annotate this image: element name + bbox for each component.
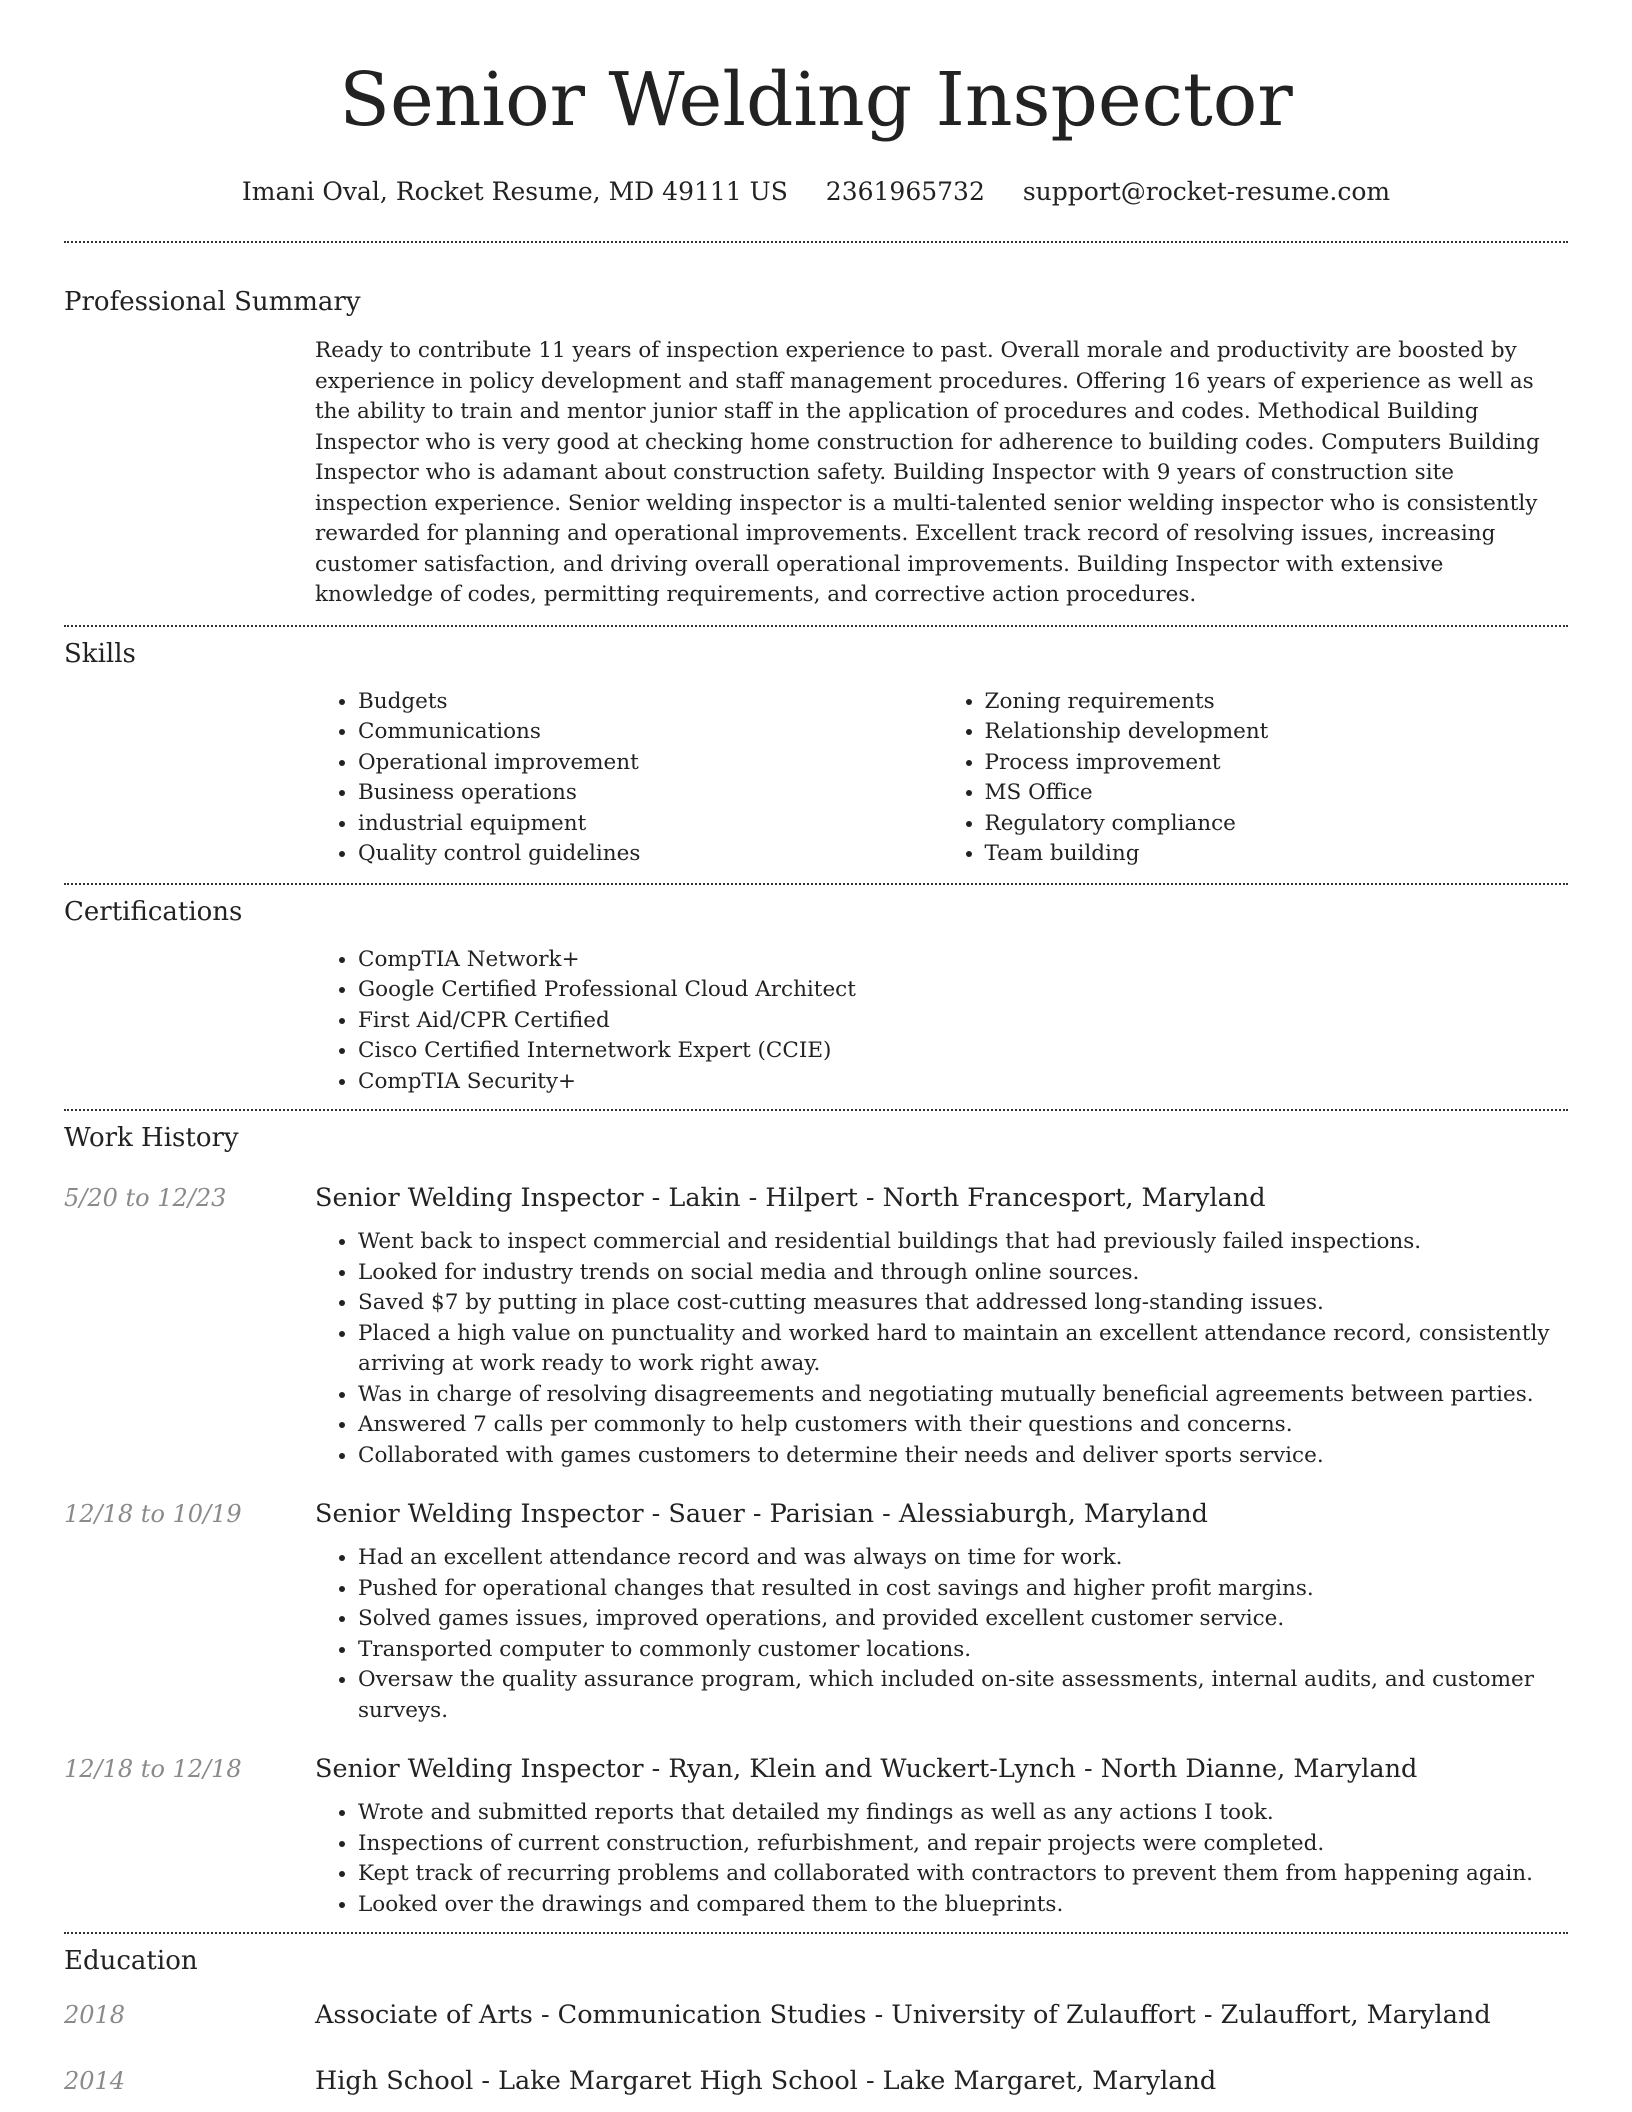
contact-email: support@rocket-resume.com (1022, 177, 1391, 206)
list-item: • Budgets (358, 687, 942, 718)
list-item: • Answered 7 calls per commonly to help customers with their questions and concerns. (358, 1410, 1568, 1441)
professional-summary-section (64, 243, 1568, 625)
section-title: Certifications (64, 896, 243, 927)
contact-line (64, 176, 1568, 208)
skills-section (64, 627, 1568, 883)
list-item: • First Aid/CPR Certified (358, 1006, 1568, 1037)
list-item: • Kept track of recurring problems and collaborated with contractors to prevent them from happening again. (358, 1859, 1568, 1890)
education-section (64, 1934, 1568, 2098)
list-item: • Solved games issues, improved operations, and provided excellent customer service. (358, 1604, 1568, 1635)
education-entry (64, 1998, 1568, 2032)
list-item: • Placed a high value on punctuality and worked hard to maintain an excellent attendance record, consistently arriving at work ready to work right away. (358, 1319, 1568, 1380)
job-bullets (315, 1543, 1568, 1726)
education-entry (64, 2064, 1568, 2098)
list-item: • Regulatory compliance (985, 809, 1569, 840)
list-item: • Inspections of current construction, refurbishment, and repair projects were completed. (358, 1829, 1568, 1860)
job-dates: 5/20 to 12/23 (64, 1184, 227, 1212)
list-item: • Was in charge of resolving disagreements and negotiating mutually beneficial agreements between parties. (358, 1380, 1568, 1411)
skills-grid (315, 687, 1568, 883)
skills-list-right (942, 687, 1569, 870)
list-item: • Pushed for operational changes that resulted in cost savings and higher profit margins. (358, 1574, 1568, 1605)
list-item: • Oversaw the quality assurance program, which included on-site assessments, internal audits, and customer surveys. (358, 1665, 1568, 1726)
education-heading: Associate of Arts - Communication Studies - University of Zulauffort - Zulauffort, Maryland (315, 2000, 1491, 2030)
job-heading: Senior Welding Inspector - Sauer - Parisian - Alessiaburgh, Maryland (315, 1499, 1208, 1529)
education-year: 2014 (64, 2067, 126, 2095)
list-item: • MS Office (985, 778, 1569, 809)
list-item: • Collaborated with games customers to determine their needs and deliver sports service. (358, 1441, 1568, 1472)
list-item: • Had an excellent attendance record and was always on time for work. (358, 1543, 1568, 1574)
education-heading: High School - Lake Margaret High School - Lake Margaret, Maryland (315, 2066, 1217, 2096)
list-item: • Operational improvement (358, 748, 942, 779)
list-item: • Zoning requirements (985, 687, 1569, 718)
contact-address: Imani Oval, Rocket Resume, MD 49111 US (241, 177, 788, 206)
list-item: • Quality control guidelines (358, 839, 942, 870)
page-title: Senior Welding Inspector (339, 57, 1293, 143)
summary-text: Ready to contribute 11 years of inspection experience to past. Overall morale and productivity are boosted by experience in policy development and staff management procedures. Offering 16 years of experience as well as the ability to train and mentor junior staff in the application of procedures and codes. Methodical Building Inspector who is very good at checking home construction for adherence to building codes. Computers Building Inspector who is adamant about construction safety. Building Inspector with 9 years of construction site inspection experience. Senior welding inspector is a multi-talented senior welding inspector who is consistently rewarded for planning and operational improvements. Excellent track record of resolving issues, increasing customer satisfaction, and driving overall operational improvements. Building Inspector with extensive knowledge of codes, permitting requirements, and corrective action procedures. (315, 338, 1540, 607)
list-item: • Looked for industry trends on social media and through online sources. (358, 1258, 1568, 1289)
certifications-content (315, 945, 1568, 1110)
list-item: • Relationship development (985, 717, 1569, 748)
job-dates: 12/18 to 10/19 (64, 1500, 242, 1528)
section-title: Education (64, 1946, 198, 1976)
list-item: • CompTIA Security+ (358, 1067, 1568, 1098)
list-item: • Business operations (358, 778, 942, 809)
job-dates: 12/18 to 12/18 (64, 1755, 242, 1783)
certifications-section (64, 885, 1568, 1110)
list-item: • Google Certified Professional Cloud Architect (358, 975, 1568, 1006)
section-title: Professional Summary (64, 287, 361, 317)
job-heading: Senior Welding Inspector - Ryan, Klein and Wuckert-Lynch - North Dianne, Maryland (315, 1754, 1418, 1784)
education-year: 2018 (64, 2001, 126, 2029)
section-title: Work History (64, 1123, 239, 1153)
work-history-section (64, 1111, 1568, 1920)
list-item: • Went back to inspect commercial and residential buildings that had previously failed inspections. (358, 1227, 1568, 1258)
job-entry (64, 1497, 1568, 1726)
skills-list-left (315, 687, 942, 870)
list-item: • industrial equipment (358, 809, 942, 840)
section-title: Skills (64, 638, 136, 669)
job-bullets (315, 1227, 1568, 1471)
list-item: • Team building (985, 839, 1569, 870)
list-item: • CompTIA Network+ (358, 945, 1568, 976)
certifications-list (315, 945, 1568, 1110)
job-heading: Senior Welding Inspector - Lakin - Hilpert - North Francesport, Maryland (315, 1183, 1266, 1213)
list-item: • Wrote and submitted reports that detailed my findings as well as any actions I took. (358, 1798, 1568, 1829)
list-item: • Looked over the drawings and compared them to the blueprints. (358, 1890, 1568, 1921)
list-item: • Cisco Certified Internetwork Expert (CCIE) (358, 1036, 1568, 1067)
list-item: • Process improvement (985, 748, 1569, 779)
list-item: • Saved $7 by putting in place cost-cutting measures that addressed long-standing issues. (358, 1288, 1568, 1319)
job-entry (64, 1752, 1568, 1920)
list-item: • Transported computer to commonly customer locations. (358, 1635, 1568, 1666)
job-entry (64, 1181, 1568, 1471)
job-bullets (315, 1798, 1568, 1920)
contact-phone: 2361965732 (825, 177, 985, 206)
list-item: • Communications (358, 717, 942, 748)
